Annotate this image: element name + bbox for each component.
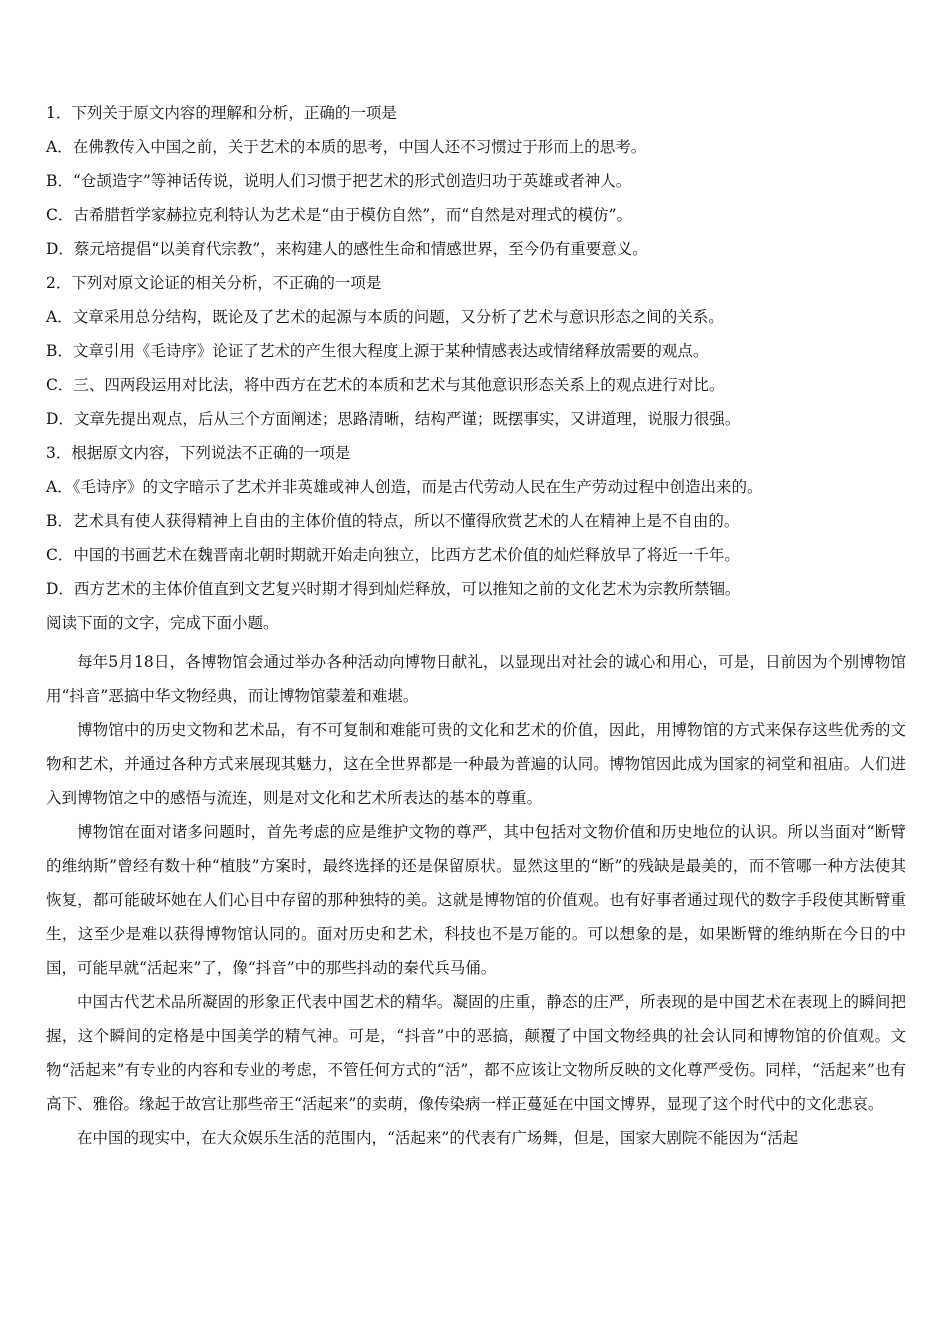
question-3-stem: 3．根据原文内容，下列说法不正确的一项是: [46, 444, 351, 462]
question-3-option-b: B．艺术具有使人获得精神上自由的主体价值的特点，所以不懂得欣赏艺术的人在精神上是不自由的。: [46, 512, 740, 530]
question-1-option-b: B．“仓颉造字”等神话传说，说明人们习惯于把艺术的形式创造归功于英雄或者神人。: [46, 172, 632, 190]
question-2-stem: 2．下列对原文论证的相关分析，不正确的一项是: [46, 274, 382, 292]
question-1-stem: 1．下列关于原文内容的理解和分析，正确的一项是: [46, 104, 397, 122]
question-3-option-d: D．西方艺术的主体价值直到文艺复兴时期才得到灿烂释放，可以推知之前的文化艺术为宗教所禁锢。: [46, 580, 741, 598]
question-2-option-b: B．文章引用《毛诗序》论证了艺术的产生很大程度上源于某种情感表达或情绪释放需要的观点。: [46, 342, 709, 360]
reading-instruction: 阅读下面的文字，完成下面小题。: [46, 614, 279, 632]
question-2-option-c: C．三、四两段运用对比法，将中西方在艺术的本质和艺术与其他意识形态关系上的观点进行对比。: [46, 376, 725, 394]
question-3-option-a: A．《毛诗序》的文字暗示了艺术并非英雄或神人创造，而是古代劳动人民在生产劳动过程中创造出来的。: [46, 478, 763, 496]
question-2-option-a: A．文章采用总分结构，既论及了艺术的起源与本质的问题，又分析了艺术与意识形态之间的关系。: [46, 308, 724, 326]
passage-paragraph-4: 中国古代艺术品所凝固的形象正代表中国艺术的精华。凝固的庄重，静态的庄严，所表现的是中国艺术在表现上的瞬间把握，这个瞬间的定格是中国美学的精气神。可是，“抖音”中的恶搞，颠覆了中国文物经典的社会认同和博物馆的价值观。文物“活起来”有专业的内容和专业的考虑，不管任何方式的“活”，都不应该让文物所反映的文化尊严受伤。同样，“活起来”也有高下、雅俗。缘起于故宫让那些帝王“活起来”的卖萌，像传染病一样正蔓延在中国文博界，显现了这个时代中的文化悲哀。: [46, 993, 906, 1113]
question-1-option-a: A．在佛教传入中国之前，关于艺术的本质的思考，中国人还不习惯过于形而上的思考。: [46, 138, 647, 156]
reading-passage: [46, 645, 906, 1155]
question-1-option-d: D．蔡元培提倡“以美育代宗教”，来构建人的感性生命和情感世界，至今仍有重要意义。: [46, 240, 648, 258]
question-1-option-c: C．古希腊哲学家赫拉克利特认为艺术是“由于模仿自然”，而“自然是对理式的模仿”。: [46, 206, 633, 224]
passage-paragraph-3: 博物馆在面对诸多问题时，首先考虑的应是维护文物的尊严，其中包括对文物价值和历史地位的认识。所以当面对“断臂的维纳斯”曾经有数十种“植肢”方案时，最终选择的还是保留原状。显然这里的“断”的残缺是最美的，而不管哪一种方法使其恢复，都可能破坏她在人们心目中存留的那种独特的美。这就是博物馆的价值观。也有好事者通过现代的数字手段使其断臂重生，这至少是难以获得博物馆认同的。面对历史和艺术，科技也不是万能的。可以想象的是，如果断臂的维纳斯在今日的中国，可能早就“活起来”了，像“抖音”中的那些抖动的秦代兵马俑。: [46, 823, 906, 977]
question-3-option-c: C．中国的书画艺术在魏晋南北朝时期就开始走向独立，比西方艺术价值的灿烂释放早了将近一千年。: [46, 546, 740, 564]
question-2-option-d: D．文章先提出观点，后从三个方面阐述；思路清晰，结构严谨；既摆事实，又讲道理，说服力很强。: [46, 410, 741, 428]
passage-paragraph-1: 每年5月18日，各博物馆会通过举办各种活动向博物日献礼，以显现出对社会的诚心和用心，可是，日前因为个别博物馆用“抖音”恶搞中华文物经典，而让博物馆蒙羞和难堪。: [46, 653, 906, 705]
passage-paragraph-2: 博物馆中的历史文物和艺术品，有不可复制和难能可贵的文化和艺术的价值，因此，用博物馆的方式来保存这些优秀的文物和艺术，并通过各种方式来展现其魅力，这在全世界都是一种最为普遍的认同。博物馆因此成为国家的祠堂和祖庙。人们进入到博物馆之中的感悟与流连，则是对文化和艺术所表达的基本的尊重。: [46, 721, 906, 807]
passage-paragraph-5: 在中国的现实中，在大众娱乐生活的范围内，“活起来”的代表有广场舞，但是，国家大剧院不能因为“活起: [77, 1129, 799, 1147]
